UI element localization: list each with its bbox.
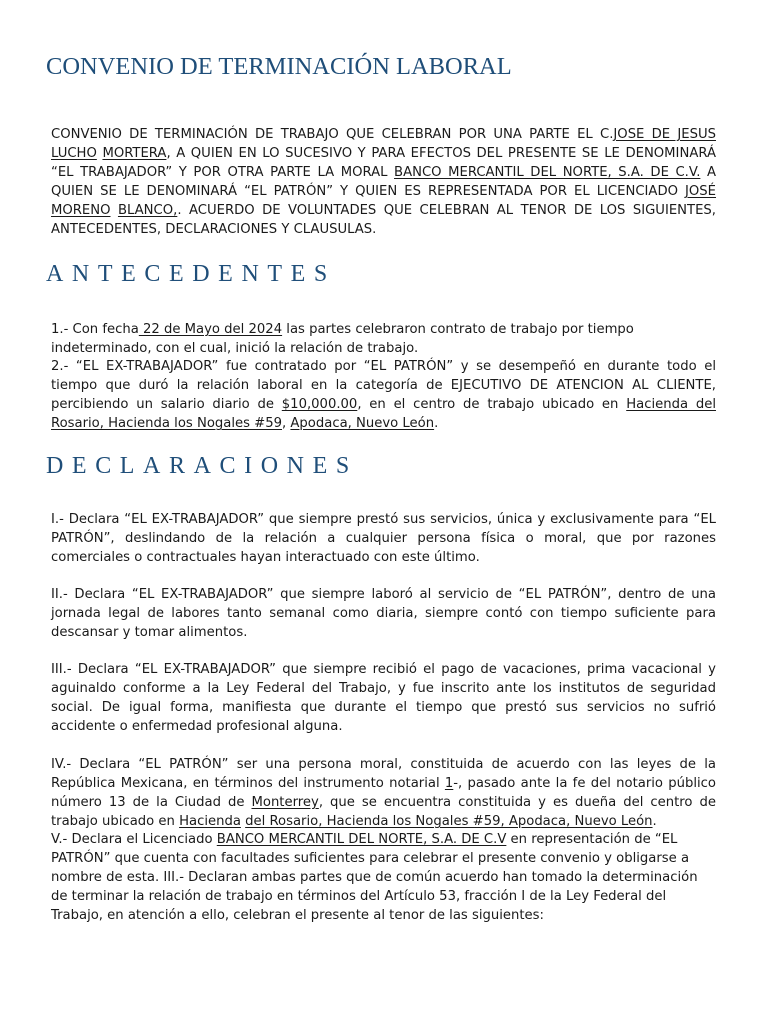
antecedent-2 <box>51 357 716 433</box>
lawyer-surname: BLANCO, <box>117 203 178 218</box>
intro-text: A QUIEN SE LE DENOMINARÁ “EL PATRÓN” Y QUIEN ES REPRESENTADA POR EL LICENCIADO <box>51 165 716 199</box>
declaration-4 <box>51 755 716 831</box>
declaration-1: I.- Declara “EL EX-TRABAJADOR” que siempre prestó sus servicios, única y exclusivamente para “EL PATRÓN”, deslindando de la relación a cualquier persona física o moral, que por razones comerciales o contractuales hayan interactuado con este último. <box>51 512 716 565</box>
contract-date: 22 de Mayo del 2024 <box>138 322 283 337</box>
declaration-2: II.- Declara “EL EX-TRABAJADOR” que siempre laboró al servicio de “EL PATRÓN”, dentro de una jornada legal de labores tanto semanal como diaria, siempre contó con tiempo suficiente para descansar y tomar alimentos. <box>51 587 716 640</box>
intro-paragraph <box>51 125 716 239</box>
lawyer-name: JOSÉ MORENO <box>51 184 716 218</box>
antecedent-text: 2.- “EL EX-TRABAJADOR” fue contratado por “EL PATRÓN” y se desempeñó en durante todo el tiempo que duró la relación laboral en la categoría de EJECUTIVO DE ATENCION AL CLIENTE, percibiendo un salario diario de <box>51 359 716 412</box>
intro-text: , A QUIEN EN LO SUCESIVO Y PARA EFECTOS DEL PRESENTE SE LE DENOMINARÁ “EL TRABAJADOR” Y POR OTRA PARTE LA MORAL <box>51 146 716 180</box>
declaraciones-heading: DECLARACIONES <box>46 453 358 479</box>
worker-name: JOSE DE JESUS LUCHO <box>51 127 716 161</box>
antecedent-text: las partes celebraron contrato de trabajo por tiempo indeterminado, con el cual, inició la relación de trabajo. <box>51 322 634 356</box>
declaration-5 <box>51 830 716 925</box>
declaration-text: IV.- Declara “EL PATRÓN” ser una persona moral, constituida de acuerdo con las leyes de la República Mexicana, en términos del instrumento notarial <box>51 757 716 791</box>
declaration-text: , que se encuentra constituida y es dueña del centro de trabajo ubicado en <box>51 795 716 829</box>
workplace-city: Apodaca, Nuevo León <box>290 416 435 431</box>
workplace-address: Hacienda <box>179 814 241 829</box>
declaration-text: . <box>652 814 657 829</box>
antecedent-text: , <box>282 416 291 431</box>
notary-city: Monterrey <box>251 795 319 810</box>
intro-text: . ACUERDO DE VOLUNTADES QUE CELEBRAN AL TENOR DE LOS SIGUIENTES, ANTECEDENTES, DECLARACIONES Y CLAUSULAS. <box>51 203 716 237</box>
daily-salary: $10,000.00 <box>281 397 358 412</box>
antecedent-text: . <box>434 416 439 431</box>
antecedentes-heading: ANTECEDENTES <box>46 261 336 287</box>
declaration-text: en representación de “EL PATRÓN” que cuenta con facultades suficientes para celebrar el presente convenio y obligarse a nombre de esta. III.- Declaran ambas partes que de común acuerdo han tomado la determinación de terminar la relación de trabajo en términos del Artículo 53, fracción I de la Ley Federal del Trabajo, en atención a ello, celebran el presente al tenor de las siguientes: <box>51 832 698 923</box>
antecedent-1 <box>51 320 716 358</box>
intro-text: CONVENIO DE TERMINACIÓN DE TRABAJO QUE CELEBRAN POR UNA PARTE EL C. <box>51 127 614 142</box>
company-name: BANCO MERCANTIL DEL NORTE, S.A. DE C.V. <box>394 165 701 180</box>
workplace-address-rest: del Rosario, Hacienda los Nogales #59, Apodaca, Nuevo León <box>245 814 653 829</box>
document-title: CONVENIO DE TERMINACIÓN LABORAL <box>46 53 512 80</box>
company-name: BANCO MERCANTIL DEL NORTE, S.A. DE C.V <box>216 832 507 847</box>
declaration-text: -, pasado ante la fe del notario público número 13 de la Ciudad de <box>51 776 716 810</box>
antecedent-text: 1.- Con fecha <box>51 322 139 337</box>
declaration-text: V.- Declara el Licenciado <box>51 832 217 847</box>
notarial-instrument: 1 <box>444 776 454 791</box>
worker-surname: MORTERA <box>102 146 167 161</box>
workplace-address: Hacienda del Rosario, Hacienda los Nogales #59 <box>51 397 716 431</box>
antecedent-text: , en el centro de trabajo ubicado en <box>357 397 627 412</box>
declaration-3: III.- Declara “EL EX-TRABAJADOR” que siempre recibió el pago de vacaciones, prima vacacional y aguinaldo conforme a la Ley Federal del Trabajo, y fue inscrito ante los institutos de seguridad social. De igual forma, manifiesta que durante el tiempo que prestó sus servicios no sufrió accidente o enfermedad profesional alguna. <box>51 662 716 734</box>
